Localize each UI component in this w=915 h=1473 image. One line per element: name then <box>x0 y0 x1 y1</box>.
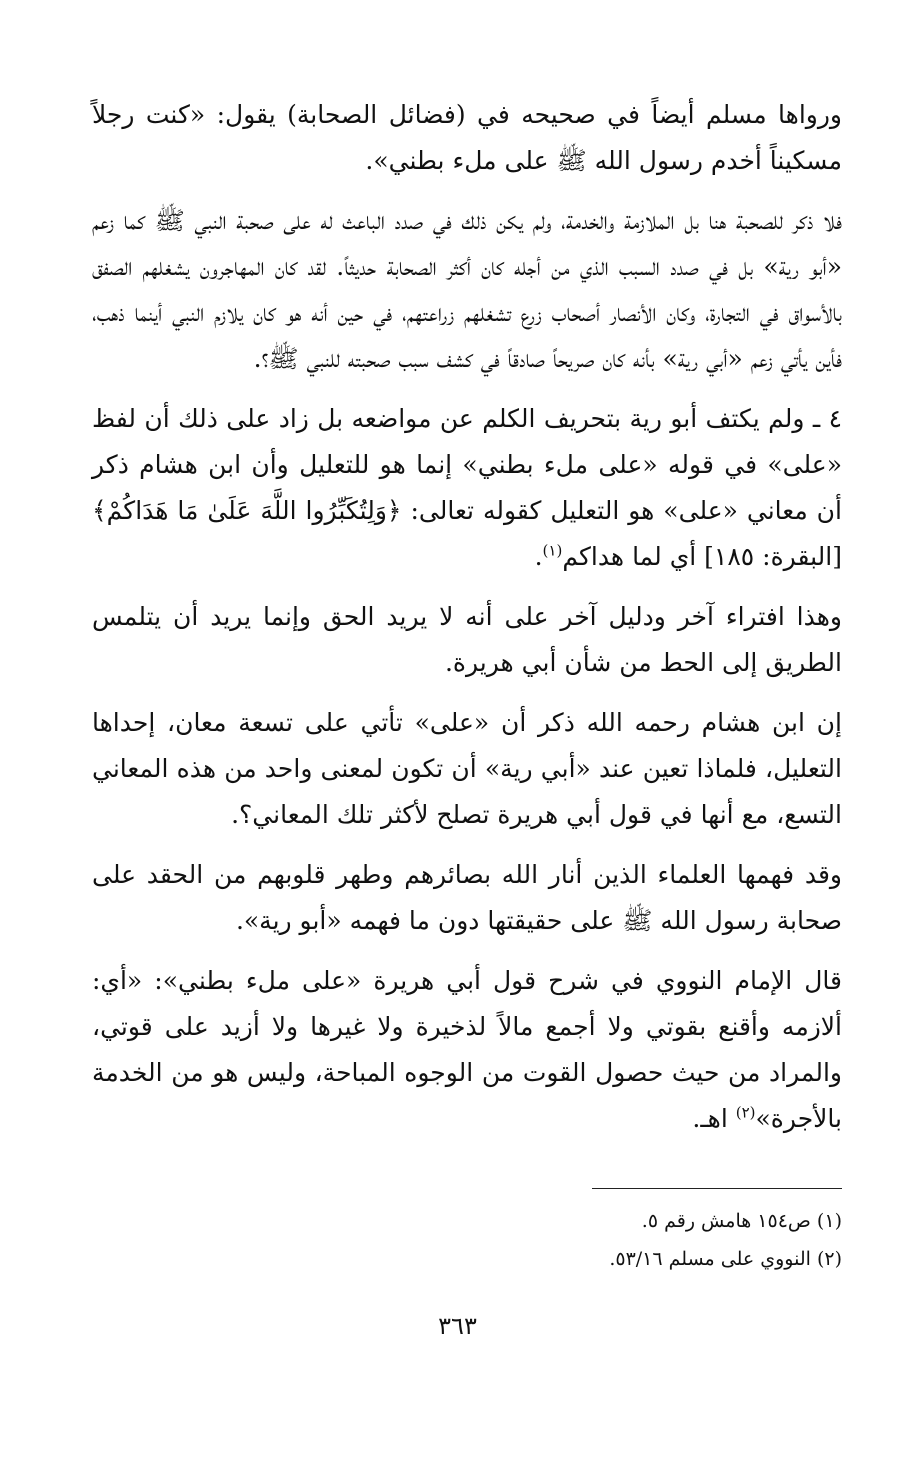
page-body <box>92 92 842 1156</box>
footnotes <box>92 1202 842 1278</box>
footnote-ref-2[interactable]: (٢) <box>735 1103 756 1122</box>
footnote-1: (١) ص١٥٤ هامش رقم ٥. <box>641 1210 842 1232</box>
paragraph-4: وهذا افتراء آخر ودليل آخر على أنه لا يريد الحق وإنما يريد أن يتلمس الطريق إلى الحط من شأن أبي هريرة. <box>92 602 842 677</box>
paragraph-3-text: ٤ ـ ولم يكتف أبو رية بتحريف الكلم عن مواضعه بل زاد على ذلك أن لفظ «على» في قوله «على ملء بطني» إنما هو للتعليل وأن ابن هشام ذكر أن معاني «على» هو التعليل كقوله تعالى: ﴿وَلِتُكَبِّرُوا اللَّهَ عَلَىٰ مَا هَدَاكُمْ﴾ [البقرة: ١٨٥] أي لما هداكم <box>92 404 842 571</box>
paragraph-3-tail: . <box>534 542 543 571</box>
paragraph-5: إن ابن هشام رحمه الله ذكر أن «على» تأتي على تسعة معان، إحداها التعليل، فلماذا تعين عند «أبي رية» أن تكون لمعنى واحد من هذه المعاني التسع، مع أنها في قول أبي هريرة تصلح لأكثر تلك المعاني؟. <box>92 708 842 829</box>
footnote-ref-1[interactable]: (١) <box>542 541 563 560</box>
paragraph-7 <box>92 958 842 1142</box>
paragraph-1: ورواها مسلم أيضاً في صحيحه في (فضائل الصحابة) يقول: «كنت رجلاً مسكيناً أخدم رسول الله ﷺ على ملء بطني». <box>92 100 842 175</box>
footnote-2: (٢) النووي على مسلم ٥٣/١٦. <box>609 1248 842 1270</box>
footnote-divider <box>592 1188 842 1189</box>
paragraph-3 <box>92 396 842 580</box>
paragraph-6: وقد فهمها العلماء الذين أنار الله بصائرهم وطهر قلوبهم من الحقد على صحابة رسول الله ﷺ على حقيقتها دون ما فهمه «أبو رية». <box>92 860 842 935</box>
paragraph-7-tail: اهـ. <box>692 1104 736 1133</box>
page-number: ٣٦٣ <box>438 1312 477 1340</box>
paragraph-7-text: قال الإمام النووي في شرح قول أبي هريرة «على ملء بطني»: «أي: ألازمه وأقنع بقوتي ولا أجمع مالاً لذخيرة ولا غيرها ولا أزيد على قوتي، والمراد من حيث حصول القوت من الوجوه المباحة، وليس هو من الخدمة بالأجرة» <box>92 966 842 1133</box>
paragraph-2: فلا ذكر للصحبة هنا بل الملازمة والخدمة، ولم يكن ذلك في صدد الباعث له على صحبة النبي ﷺ كما زعم «أبو رية» بل في صدد السبب الذي من أجله كان أكثر الصحابة حديثاً. لقد كان المهاجرون يشغلهم الصفق بالأسواق في التجارة، وكان الأنصار أصحاب زرع تشغلهم زراعتهم، في حين أنه هو كان يلازم النبي أينما ذهب، فأين يأتي زعم «أبي رية» بأنه كان صريحاً صادقاً في كشف سبب صحبته للنبي ﷺ؟. <box>92 206 842 373</box>
